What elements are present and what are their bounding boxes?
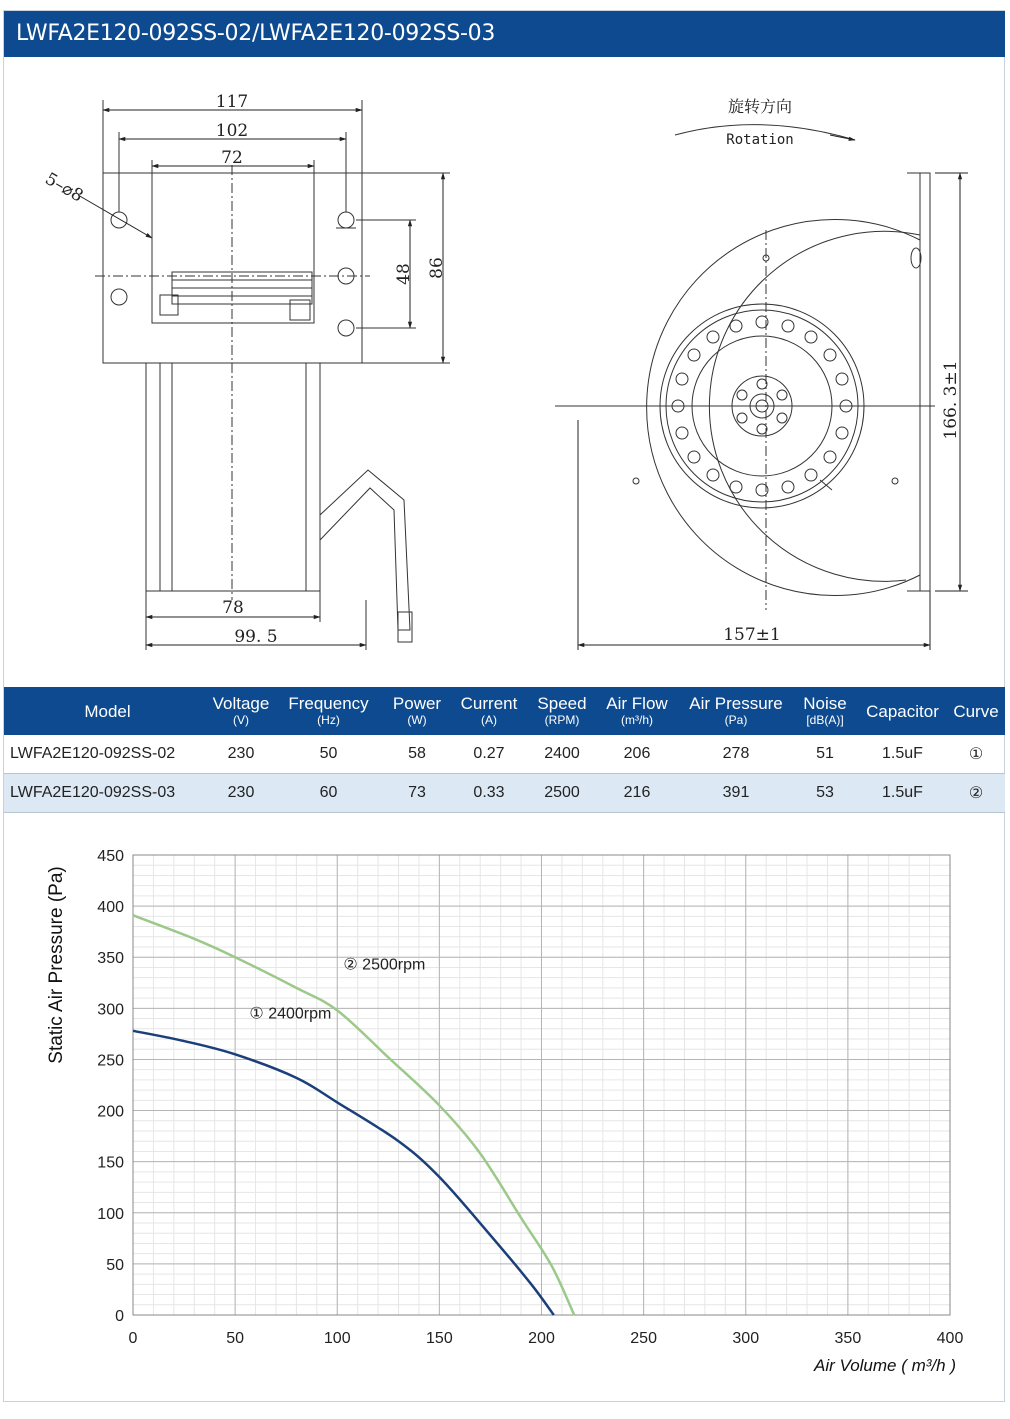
cell-frequency: 60 [271, 774, 386, 813]
scroll-housing [647, 220, 920, 596]
series-label: ② 2500rpm [343, 956, 426, 974]
col-capacitor: Capacitor [858, 687, 947, 735]
cell-current: 0.27 [448, 735, 530, 774]
x-tick-label: 50 [226, 1330, 245, 1347]
technical-drawing [0, 0, 1010, 690]
x-tick-label: 250 [630, 1330, 657, 1347]
y-tick-label: 400 [97, 899, 124, 917]
dim-48: 48 [394, 263, 414, 285]
chart-grid [133, 855, 950, 1315]
table-header-row [4, 687, 1005, 735]
cell-curve: ① [947, 735, 1005, 774]
series-label: ① 2400rpm [249, 1005, 332, 1023]
x-tick-label: 150 [426, 1330, 453, 1347]
cell-power: 73 [386, 774, 448, 813]
y-tick-label: 250 [97, 1052, 124, 1070]
col-noise: Noise [dB(A)] [792, 687, 858, 735]
cell-noise: 51 [792, 735, 858, 774]
y-tick-label: 100 [97, 1205, 124, 1223]
cell-air-pressure: 391 [680, 774, 792, 813]
outlet-flange [920, 173, 930, 591]
y-tick-label: 350 [97, 950, 124, 968]
dim-102: 102 [215, 121, 249, 141]
mount-hole [111, 212, 127, 228]
rotation-label-cn: 旋转方向 [727, 97, 793, 116]
cell-speed: 2500 [530, 774, 594, 813]
y-axis-label: Static Air Pressure (Pa) [46, 866, 67, 1064]
dim-86: 86 [427, 257, 447, 279]
page-title: LWFA2E120-092SS-02/LWFA2E120-092SS-03 [4, 11, 1005, 57]
x-tick-label: 100 [323, 1330, 351, 1347]
y-tick-label: 150 [97, 1154, 124, 1172]
col-curve: Curve [947, 687, 1005, 735]
col-current: Current (A) [448, 687, 530, 735]
col-frequency: Frequency (Hz) [271, 687, 386, 735]
y-tick-label: 450 [97, 848, 124, 865]
table-row [4, 735, 1005, 774]
x-tick-label: 400 [936, 1330, 964, 1347]
y-tick-label: 300 [97, 1001, 124, 1019]
col-voltage: Voltage (V) [211, 687, 271, 735]
dim-117: 117 [215, 92, 249, 112]
rotation-label-en: Rotation [726, 132, 794, 148]
dim-holes: 5–⌀8 [41, 169, 87, 207]
col-power: Power (W) [386, 687, 448, 735]
cell-model: LWFA2E120-092SS-03 [4, 774, 211, 813]
cell-capacitor: 1.5uF [858, 735, 947, 774]
y-tick-label: 0 [115, 1308, 124, 1325]
chart-series [133, 915, 574, 1315]
cell-speed: 2400 [530, 735, 594, 774]
x-tick-label: 0 [128, 1330, 138, 1347]
cell-power: 58 [386, 735, 448, 774]
table-row [4, 774, 1005, 813]
dim-72: 72 [221, 148, 243, 168]
cell-frequency: 50 [271, 735, 386, 774]
cell-current: 0.33 [448, 774, 530, 813]
cell-curve: ② [947, 774, 1005, 813]
x-tick-label: 350 [834, 1330, 862, 1347]
x-axis-label: Air Volume ( m³/h ) [813, 1356, 956, 1375]
cell-air-flow: 206 [594, 735, 680, 774]
dim-157: 157±1 [723, 625, 781, 645]
performance-chart [0, 820, 1010, 1395]
y-tick-label: 50 [106, 1256, 124, 1274]
y-tick-label: 200 [97, 1103, 124, 1121]
cell-capacitor: 1.5uF [858, 774, 947, 813]
cell-voltage: 230 [211, 774, 271, 813]
dim-78: 78 [222, 598, 244, 618]
dim-166-3: 166. 3±1 [941, 360, 961, 440]
cell-air-flow: 216 [594, 774, 680, 813]
x-tick-label: 300 [732, 1330, 760, 1347]
spec-table [4, 687, 1005, 813]
chart-ticks [97, 848, 963, 1347]
col-model: Model [4, 687, 211, 735]
series-line [133, 1031, 554, 1315]
dim-99-5: 99. 5 [234, 627, 278, 647]
col-speed: Speed (RPM) [530, 687, 594, 735]
cell-air-pressure: 278 [680, 735, 792, 774]
cell-noise: 53 [792, 774, 858, 813]
cell-model: LWFA2E120-092SS-02 [4, 735, 211, 774]
col-air-pressure: Air Pressure (Pa) [680, 687, 792, 735]
cell-voltage: 230 [211, 735, 271, 774]
col-air-flow: Air Flow (m³/h) [594, 687, 680, 735]
x-tick-label: 200 [528, 1330, 555, 1347]
